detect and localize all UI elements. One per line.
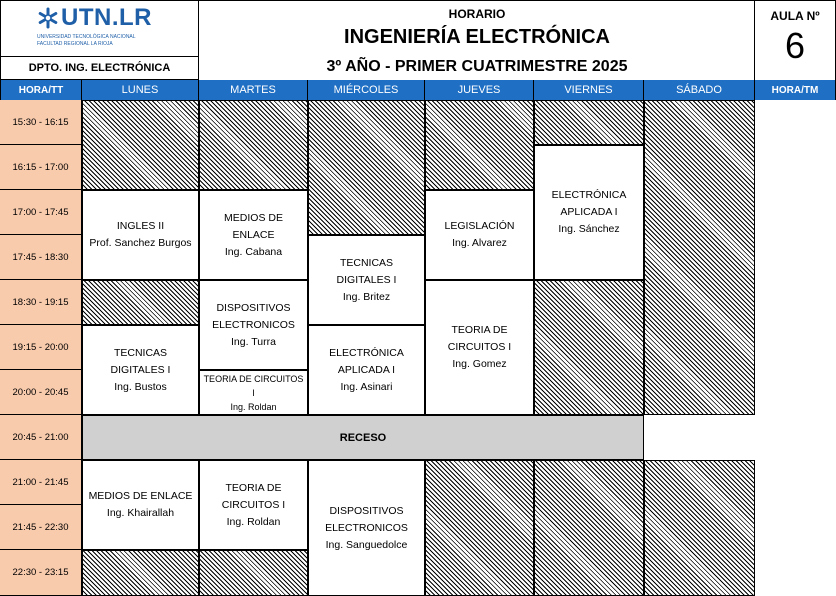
time-slot: 15:30 - 16:15 xyxy=(0,100,82,145)
class-block-miercoles-electronica xyxy=(308,325,425,415)
year-term-title: 3º AÑO - PRIMER CUATRIMESTRE 2025 xyxy=(326,58,628,75)
empty-slot-miercoles-1 xyxy=(308,100,425,235)
empty-slot-lunes-2 xyxy=(82,280,199,325)
class-subject: TEORIA DE CIRCUITOS I xyxy=(203,373,304,398)
time-slot: 20:45 - 21:00 xyxy=(0,415,82,460)
aula-number: 6 xyxy=(784,25,806,66)
column-jueves: JUEVES xyxy=(425,80,534,100)
time-slot: 21:45 - 22:30 xyxy=(0,505,82,550)
class-block-martes-dispositivos xyxy=(199,280,308,370)
class-block-viernes-electronica xyxy=(534,145,644,280)
recess-row: RECESO xyxy=(82,415,644,460)
empty-slot-sabado-1 xyxy=(644,100,755,415)
class-block-martes-medios xyxy=(199,190,308,280)
class-block-lunes-medios xyxy=(82,460,199,550)
empty-slot-martes-2 xyxy=(199,550,308,596)
logo-emblem-icon xyxy=(37,7,59,29)
empty-slot-lunes-1 xyxy=(82,100,199,190)
class-block-jueves-teoria xyxy=(425,280,534,415)
university-line1: UNIVERSIDAD TECNOLÓGICA NACIONAL xyxy=(37,34,136,40)
class-professor: Ing. Roldan xyxy=(230,401,277,412)
empty-slot-sabado-2 xyxy=(644,460,755,596)
class-professor: Ing. Bustos xyxy=(114,380,167,393)
class-professor: Ing. Sanguedolce xyxy=(325,538,408,551)
empty-slot-lunes-3 xyxy=(82,550,199,596)
class-professor: Ing. Khairallah xyxy=(106,507,175,519)
empty-slot-martes-1 xyxy=(199,100,308,190)
column-viernes: VIERNES xyxy=(534,80,644,100)
class-subject: MEDIOS DE ENLACE xyxy=(224,211,283,241)
class-block-lunes-ingles xyxy=(82,190,199,280)
time-slot: 17:00 - 17:45 xyxy=(0,190,82,235)
class-professor: Ing. Britez xyxy=(342,290,391,303)
column-hora-tm: HORA/TM xyxy=(755,80,836,100)
time-slot: 16:15 - 17:00 xyxy=(0,145,82,190)
empty-slot-viernes-1 xyxy=(534,100,644,145)
class-block-lunes-tecnicas xyxy=(82,325,199,415)
class-professor: Ing. Roldan xyxy=(226,515,281,528)
empty-slot-viernes-3 xyxy=(534,460,644,596)
title-box xyxy=(199,0,755,80)
class-subject: MEDIOS DE ENLACE xyxy=(88,490,193,502)
class-block-martes-teoria xyxy=(199,460,308,550)
class-professor: Prof. Sanchez Burgos xyxy=(89,237,192,249)
class-subject: INGLES II xyxy=(116,220,165,232)
class-block-jueves-legislacion xyxy=(425,190,534,280)
class-subject: DISPOSITIVOS ELECTRONICOS xyxy=(212,301,295,331)
time-slot: 17:45 - 18:30 xyxy=(0,235,82,280)
empty-slot-jueves-2 xyxy=(425,460,534,596)
empty-slot-viernes-2 xyxy=(534,280,644,415)
header-logo-box xyxy=(0,0,199,56)
class-subject: ELECTRÓNICA APLICADA I xyxy=(551,189,627,218)
class-subject: ELECTRÓNICA APLICADA I xyxy=(329,346,404,376)
aula-label: AULA Nº xyxy=(770,9,820,23)
time-slot: 21:00 - 21:45 xyxy=(0,460,82,505)
class-professor: Ing. Alvarez xyxy=(452,237,507,249)
column-hora-tt: HORA/TT xyxy=(0,80,82,100)
class-subject: DISPOSITIVOS ELECTRONICOS xyxy=(325,504,408,534)
column-martes: MARTES xyxy=(199,80,308,100)
time-slot: 19:15 - 20:00 xyxy=(0,325,82,370)
department-label: DPTO. ING. ELECTRÓNICA xyxy=(0,56,199,80)
column-sabado: SÁBADO xyxy=(644,80,755,100)
class-block-martes-teoria-small xyxy=(199,370,308,415)
column-lunes: LUNES xyxy=(82,80,199,100)
aula-box xyxy=(755,0,836,80)
class-professor: Ing. Asinari xyxy=(340,380,393,393)
class-subject: LEGISLACIÓN xyxy=(444,220,515,232)
time-slot: 22:30 - 23:15 xyxy=(0,550,82,596)
empty-slot-jueves-1 xyxy=(425,100,534,190)
time-slot: 20:00 - 20:45 xyxy=(0,370,82,415)
class-subject: TEORIA DE CIRCUITOS I xyxy=(447,324,512,353)
university-line2: FACULTAD REGIONAL LA RIOJA xyxy=(37,41,113,47)
career-title: INGENIERÍA ELECTRÓNICA xyxy=(344,26,610,48)
class-professor: Ing. Sánchez xyxy=(558,223,620,235)
class-subject: TEORIA DE CIRCUITOS I xyxy=(221,481,286,511)
time-slot: 18:30 - 19:15 xyxy=(0,280,82,325)
logo-text: UTN.LR xyxy=(61,4,152,31)
class-professor: Ing. Gomez xyxy=(452,358,507,370)
class-professor: Ing. Cabana xyxy=(224,245,283,258)
class-block-miercoles-dispositivos xyxy=(308,460,425,596)
class-block-miercoles-tecnicas xyxy=(308,235,425,325)
class-professor: Ing. Turra xyxy=(231,335,276,348)
class-subject: TECNICAS DIGITALES I xyxy=(336,256,397,286)
class-subject: TECNICAS DIGITALES I xyxy=(110,346,171,376)
horario-label: HORARIO xyxy=(448,7,506,21)
column-miercoles: MIÉRCOLES xyxy=(308,80,425,100)
